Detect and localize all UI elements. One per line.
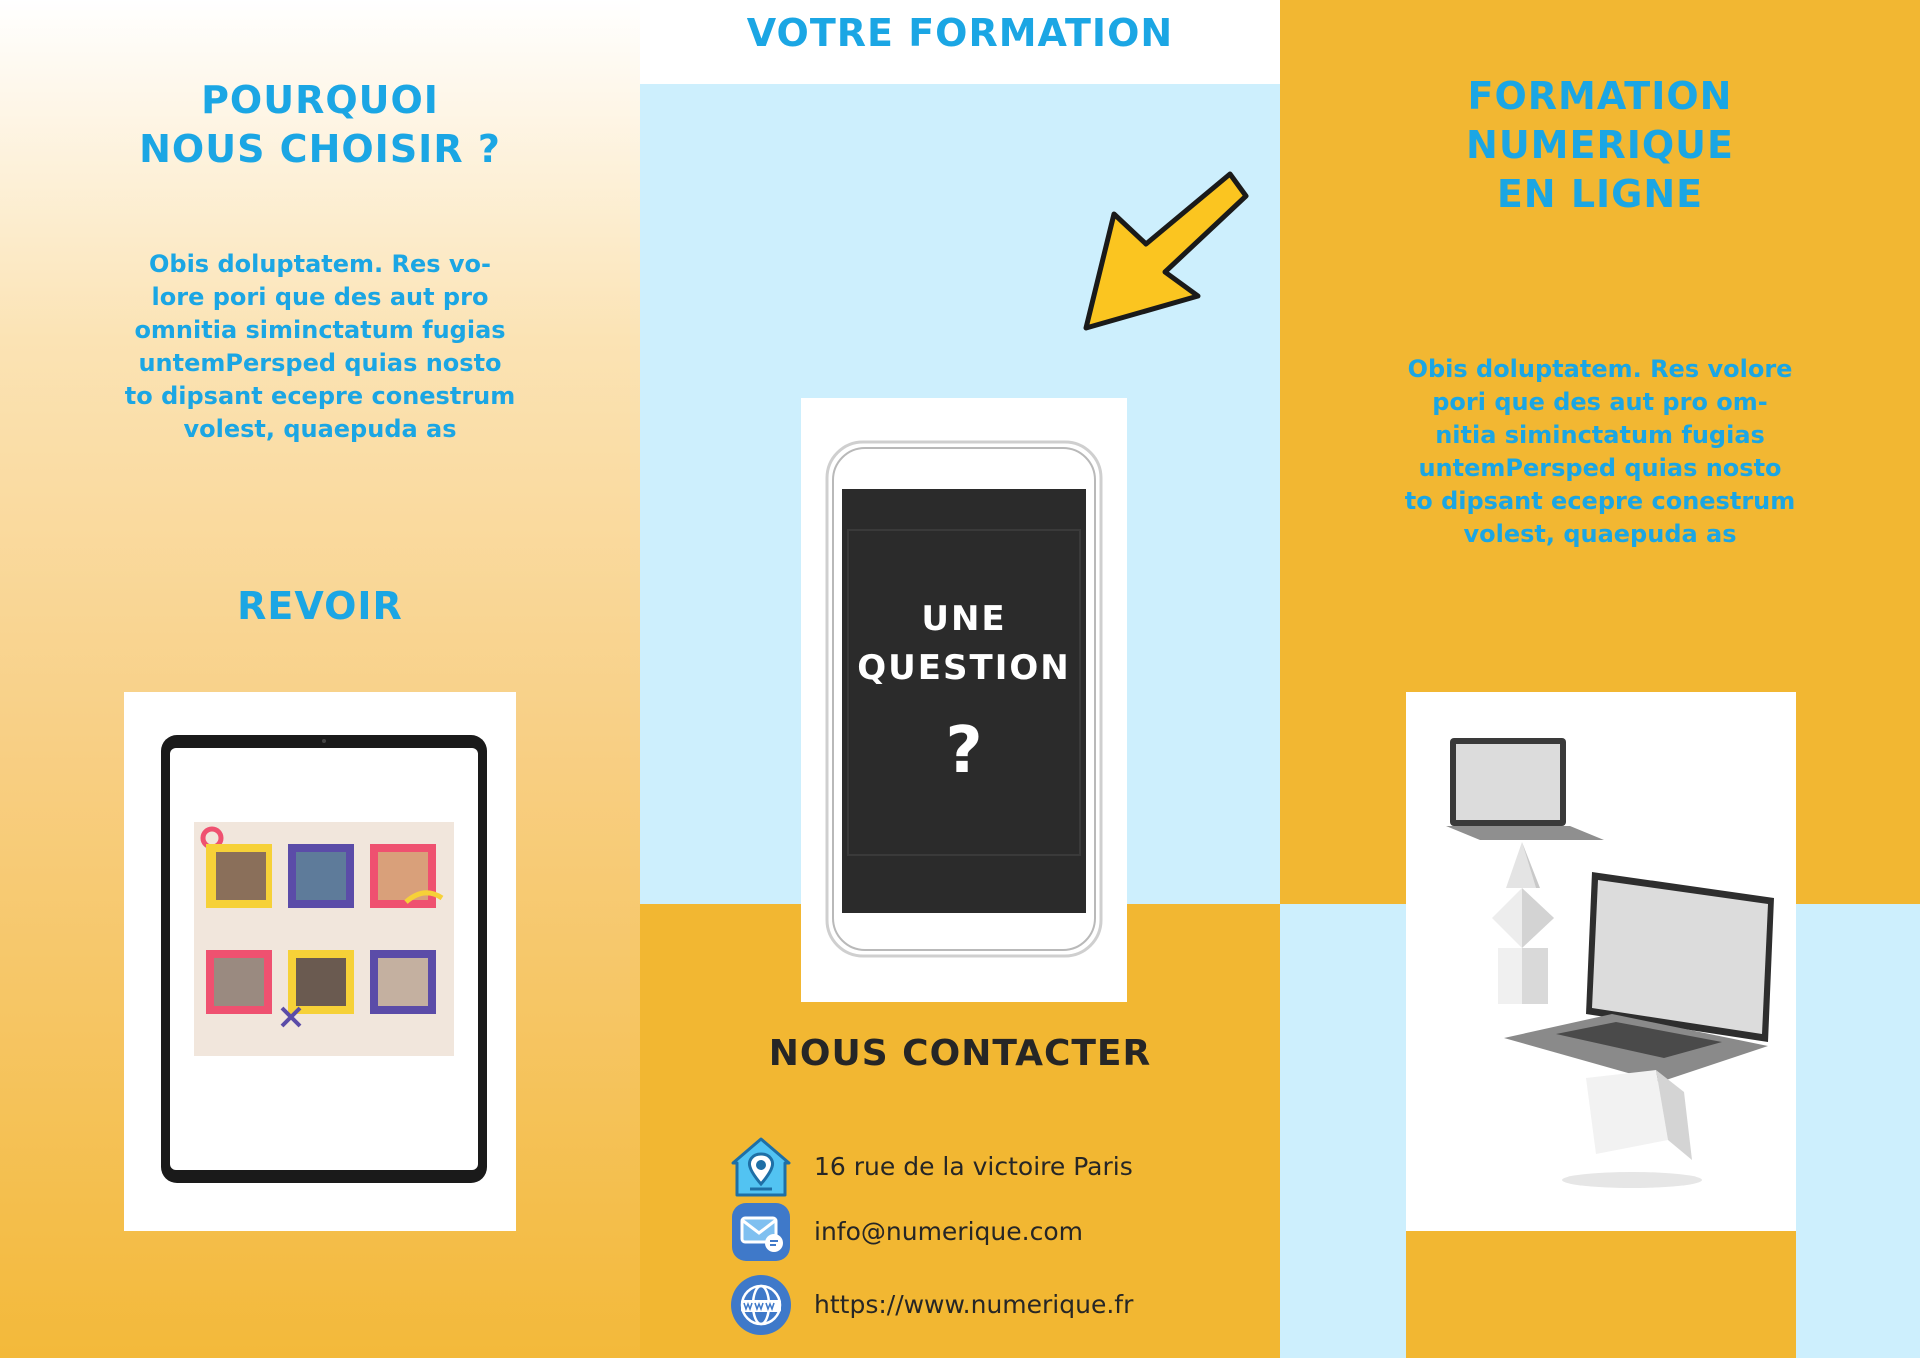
phone-line2: QUESTION (857, 648, 1071, 688)
tablet-illustration (124, 692, 516, 1231)
right-body-line: untemPersped quias nosto (1418, 454, 1782, 482)
mail-icon (730, 1201, 792, 1263)
right-body-line: volest, quaepuda as (1463, 520, 1737, 548)
arrow-down-left-icon (1080, 168, 1250, 334)
phone-illustration (801, 398, 1127, 1002)
left-title-line: NOUS CHOISIR ? (139, 127, 501, 171)
globe-www-icon (730, 1274, 792, 1336)
left-body-text (100, 248, 540, 446)
right-title-line: NUMERIQUE (1466, 123, 1734, 167)
contact-address-row (730, 1136, 1200, 1198)
right-title (1280, 72, 1920, 219)
contact-email-row[interactable] (730, 1201, 1200, 1263)
right-blue-block (1280, 904, 1406, 1358)
home-location-icon (730, 1136, 792, 1198)
left-title (20, 76, 620, 174)
contact-website-row[interactable] (730, 1274, 1200, 1336)
left-body-line: Obis doluptatem. Res vo- (149, 250, 491, 278)
right-body-line: Obis doluptatem. Res volore (1407, 355, 1793, 383)
left-body-line: volest, quaepuda as (183, 415, 457, 443)
middle-header: VOTRE FORMATION (746, 11, 1174, 55)
contact-title: NOUS CONTACTER (768, 1033, 1152, 1074)
tablet-photo (124, 692, 516, 1231)
phone-line1: UNE (921, 599, 1007, 639)
right-blue-block (1796, 904, 1920, 1358)
right-body-line: nitia siminctatum fugias (1435, 421, 1765, 449)
right-title-line: EN LIGNE (1496, 172, 1704, 216)
right-body-line: pori que des aut pro om- (1432, 388, 1768, 416)
laptops-illustration (1406, 692, 1796, 1231)
left-title-line: POURQUOI (201, 78, 439, 122)
left-body-line: untemPersped quias nosto (138, 349, 502, 377)
contact-email[interactable]: info@numerique.com (814, 1217, 1083, 1246)
left-body-line: to dipsant ecepre conestrum (124, 382, 516, 410)
right-title-line: FORMATION (1467, 74, 1733, 118)
phone-question-mark: ? (945, 714, 983, 788)
contact-address: 16 rue de la victoire Paris (814, 1152, 1133, 1181)
left-body-line: lore pori que des aut pro (151, 283, 489, 311)
left-subtitle: REVOIR (237, 584, 403, 628)
right-body-line: to dipsant ecepre conestrum (1404, 487, 1796, 515)
phone-photo (801, 398, 1127, 1002)
left-body-line: omnitia siminctatum fugias (134, 316, 506, 344)
contact-website[interactable]: https://www.numerique.fr (814, 1290, 1134, 1319)
right-body-text (1390, 353, 1810, 551)
laptops-photo (1406, 692, 1796, 1231)
